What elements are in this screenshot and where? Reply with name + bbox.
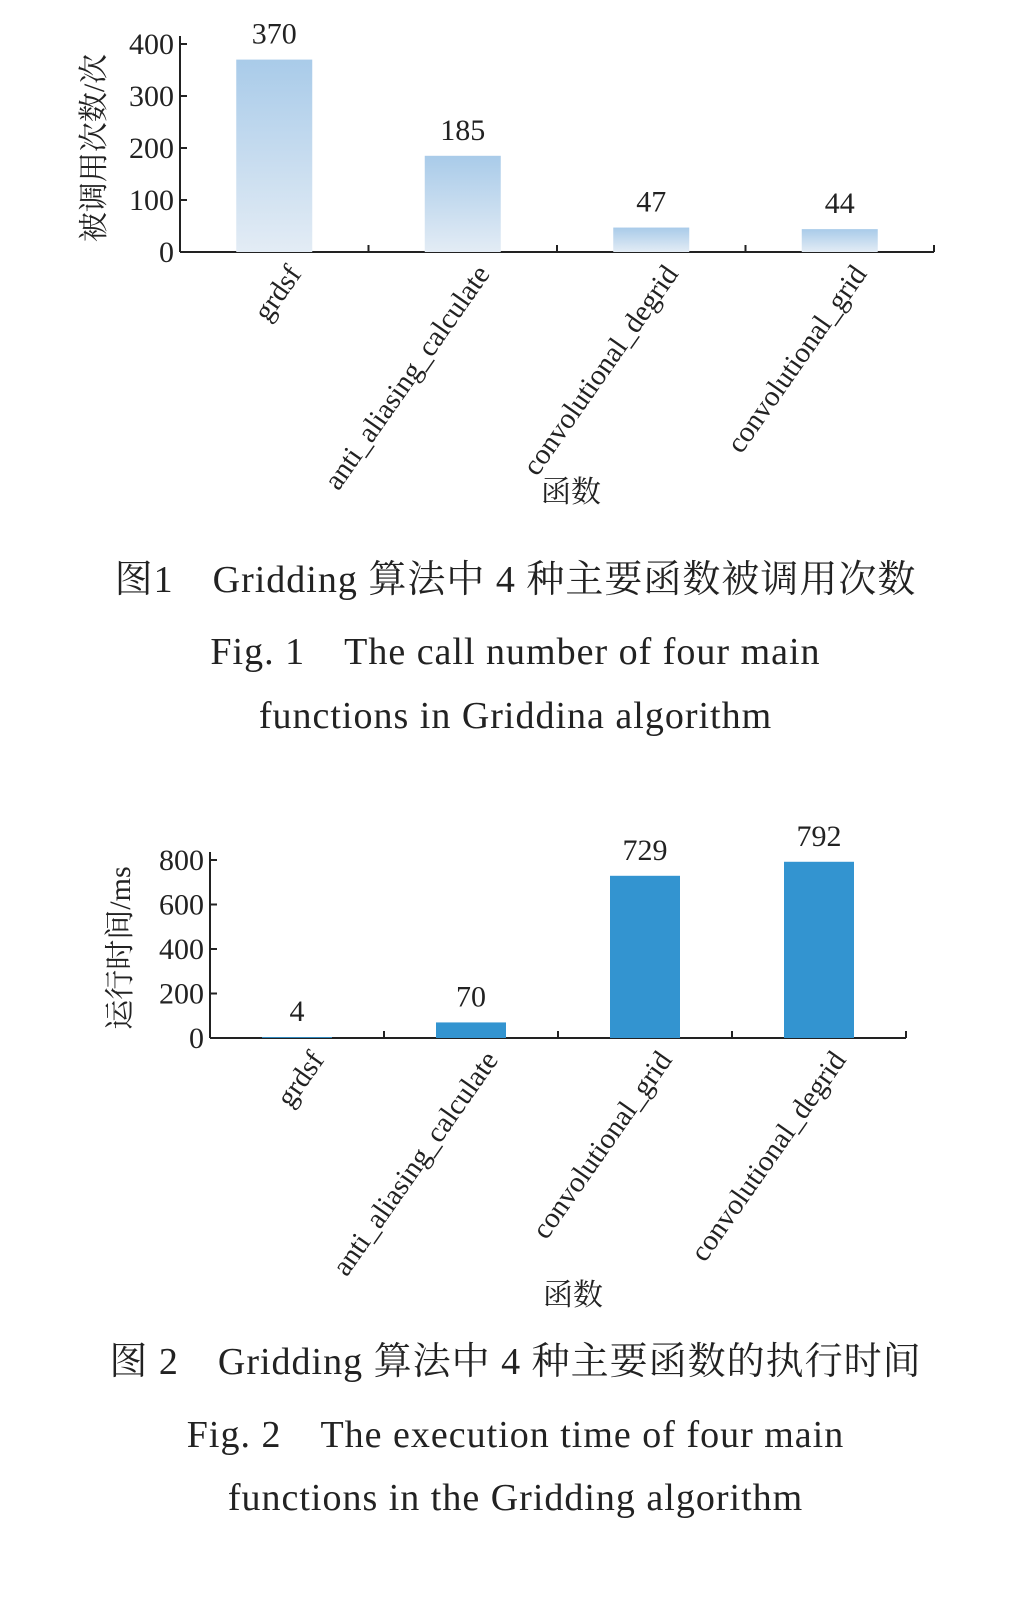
x-axis-title: 函数	[543, 1279, 603, 1312]
y-tick-label: 200	[129, 132, 174, 165]
bar	[610, 876, 680, 1038]
bar-value-label: 370	[251, 17, 297, 51]
x-category-label: convolutional_grid	[720, 259, 874, 459]
figure-2-caption-en-line1: Fig. 2 The execution time of four main	[186, 1414, 845, 1456]
bar-value-label: 70	[456, 980, 486, 1014]
figure-2	[0, 800, 1031, 1340]
bar	[613, 228, 689, 252]
y-tick-label: 200	[159, 977, 204, 1011]
figure-1-caption-en-line1: Fig. 1 The call number of four main	[210, 631, 821, 673]
bar-value-label: 185	[440, 113, 486, 147]
figure-1-caption-cn: 图1 Gridding 算法中 4 种主要函数被调用次数	[114, 559, 917, 601]
bar-value-label: 729	[622, 833, 668, 867]
y-tick-label: 0	[189, 1022, 204, 1055]
y-tick-label: 600	[159, 888, 204, 922]
bar	[784, 862, 854, 1038]
x-category-label: convolutional_degrid	[516, 259, 685, 482]
x-category-label: anti_aliasing_calculate	[317, 259, 497, 496]
bar	[802, 229, 878, 252]
figure-1	[0, 0, 1031, 530]
x-category-label: convolutional_degrid	[684, 1045, 853, 1268]
figure-2-caption-cn: 图 2 Gridding 算法中 4 种主要函数的执行时间	[109, 1341, 922, 1383]
figure-2-caption-en-line2: functions in the Gridding algorithm	[227, 1477, 804, 1519]
x-category-label: anti_aliasing_calculate	[326, 1045, 505, 1282]
y-tick-label: 0	[159, 236, 174, 269]
call-count-chart	[0, 0, 1031, 530]
y-tick-label: 100	[129, 184, 174, 217]
execution-time-chart	[0, 800, 1031, 1340]
y-axis-title: 被调用次数/次	[78, 53, 111, 243]
x-category-label: grdsf	[247, 259, 308, 327]
x-category-label: convolutional_grid	[525, 1045, 679, 1245]
y-tick-label: 400	[159, 933, 204, 966]
y-tick-label: 300	[129, 80, 174, 113]
y-tick-label: 400	[129, 28, 174, 61]
bar-value-label: 47	[636, 185, 667, 219]
bar-value-label: 44	[824, 187, 855, 221]
bar-value-label: 792	[796, 819, 842, 853]
x-axis-title: 函数	[541, 476, 601, 509]
bar	[262, 1037, 332, 1038]
y-tick-label: 800	[159, 844, 204, 877]
y-axis-title: 运行时间/ms	[104, 866, 137, 1030]
bar-value-label: 4	[289, 995, 305, 1029]
x-category-label: grdsf	[270, 1045, 331, 1113]
bar	[236, 60, 312, 252]
bar	[425, 156, 501, 252]
figure-1-caption-en-line2: functions in Griddina algorithm	[258, 695, 773, 737]
bar	[436, 1022, 506, 1038]
